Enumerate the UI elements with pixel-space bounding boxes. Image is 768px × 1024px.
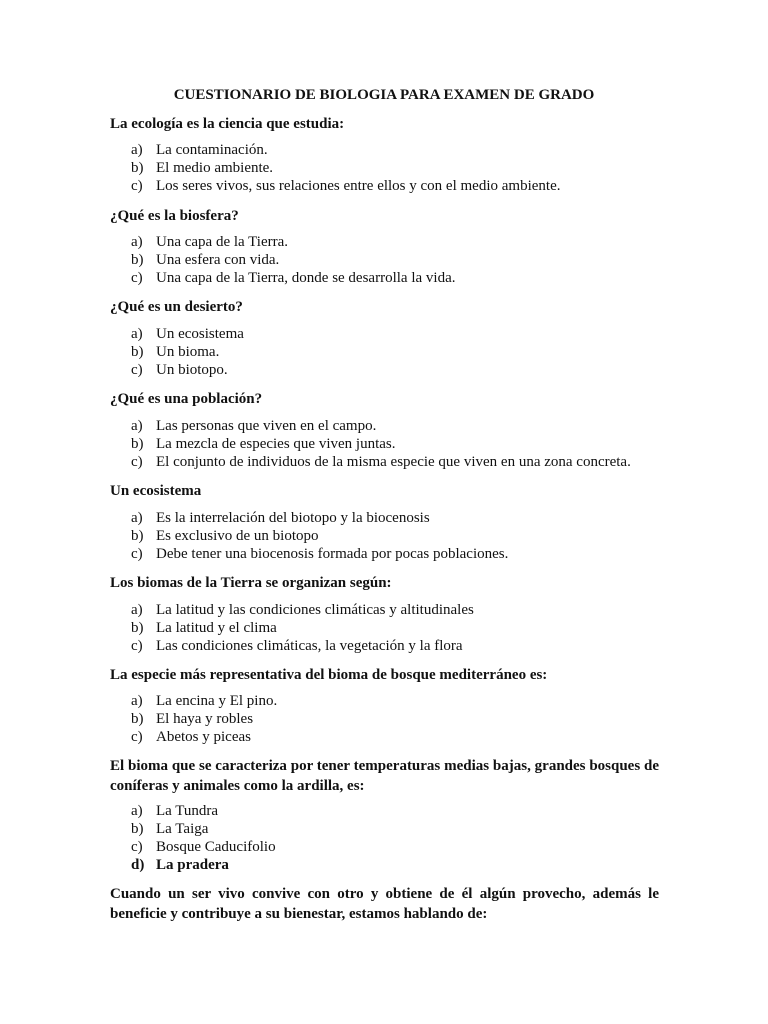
option-letter: c) [131,178,143,194]
option-1a [131,141,691,159]
option-text: Debe tener una biocenosis formada por pocas poblaciones. [156,546,509,562]
option-1c [131,177,691,195]
question-2: ¿Qué es la biosfera? [110,208,239,224]
option-text: Las personas que viven en el campo. [156,418,377,434]
option-3c [131,361,691,379]
option-letter: c) [131,546,143,562]
option-8c [131,838,691,856]
option-6b [131,619,691,637]
option-letter: c) [131,362,143,378]
question-3: ¿Qué es un desierto? [110,299,243,315]
option-4b [131,435,691,453]
option-letter: c) [131,839,143,855]
option-text: Es la interrelación del biotopo y la biocenosis [156,510,430,526]
option-7a [131,692,691,710]
option-letter: a) [131,510,143,526]
option-letter: c) [131,454,143,470]
document-title: CUESTIONARIO DE BIOLOGIA PARA EXAMEN DE GRADO [173,87,595,103]
option-text: La mezcla de especies que viven juntas. [156,436,396,452]
option-5c [131,545,691,563]
option-letter: a) [131,602,143,618]
option-letter: c) [131,270,143,286]
option-text: Un ecosistema [156,326,244,342]
option-2b [131,251,691,269]
option-7c [131,728,691,746]
option-3b [131,343,691,361]
option-text: La latitud y las condiciones climáticas y altitudinales [156,602,474,618]
option-letter: a) [131,418,143,434]
option-6c [131,637,691,655]
option-text: La pradera [156,857,229,873]
option-letter: a) [131,803,143,819]
option-letter: b) [131,711,144,727]
option-text: Una esfera con vida. [156,252,280,268]
question-5: Un ecosistema [110,483,202,499]
option-5b [131,527,691,545]
option-letter: c) [131,638,143,654]
option-letter: a) [131,234,143,250]
option-8d [131,856,691,874]
option-letter: b) [131,252,144,268]
option-text: Un bioma. [156,344,220,360]
option-text: La Taiga [156,821,209,837]
option-1b [131,159,691,177]
option-7b [131,710,691,728]
option-4c [131,453,691,471]
option-letter: a) [131,326,143,342]
option-8b [131,820,691,838]
option-text: Es exclusivo de un biotopo [156,528,319,544]
option-5a [131,509,691,527]
option-text: Los seres vivos, sus relaciones entre ellos y con el medio ambiente. [156,178,561,194]
option-text: Las condiciones climáticas, la vegetación y la flora [156,638,463,654]
question-7: La especie más representativa del bioma de bosque mediterráneo es: [110,667,548,683]
question-9: Cuando un ser vivo convive con otro y obtiene de él algún provecho, además le beneficie y contribuye a su bienestar, estamos hablando de: [110,886,659,922]
question-4: ¿Qué es una población? [110,391,263,407]
question-8: El bioma que se caracteriza por tener temperaturas medias bajas, grandes bosques de coníferas y animales como la ardilla, es: [110,758,659,794]
option-3a [131,325,691,343]
option-letter: b) [131,620,144,636]
option-text: La latitud y el clima [156,620,277,636]
option-letter: a) [131,693,143,709]
question-1: La ecología es la ciencia que estudia: [110,116,345,132]
option-letter: d) [131,857,145,873]
option-letter: a) [131,142,143,158]
option-text: Una capa de la Tierra. [156,234,289,250]
option-letter: b) [131,821,144,837]
option-4a [131,417,691,435]
option-letter: b) [131,344,144,360]
option-text: Un biotopo. [156,362,228,378]
option-2c [131,269,691,287]
question-6: Los biomas de la Tierra se organizan según: [110,575,392,591]
option-text: La contaminación. [156,142,268,158]
option-letter: b) [131,436,144,452]
option-letter: b) [131,160,144,176]
option-2a [131,233,691,251]
option-text: La Tundra [156,803,219,819]
option-6a [131,601,691,619]
option-text: Bosque Caducifolio [156,839,276,855]
option-text: El medio ambiente. [156,160,274,176]
option-letter: b) [131,528,144,544]
option-text: La encina y El pino. [156,693,278,709]
option-text: Abetos y piceas [156,729,251,745]
option-text: El conjunto de individuos de la misma especie que viven en una zona concreta. [156,454,631,470]
option-text: Una capa de la Tierra, donde se desarrolla la vida. [156,270,456,286]
option-8a [131,802,691,820]
option-letter: c) [131,729,143,745]
option-text: El haya y robles [156,711,254,727]
